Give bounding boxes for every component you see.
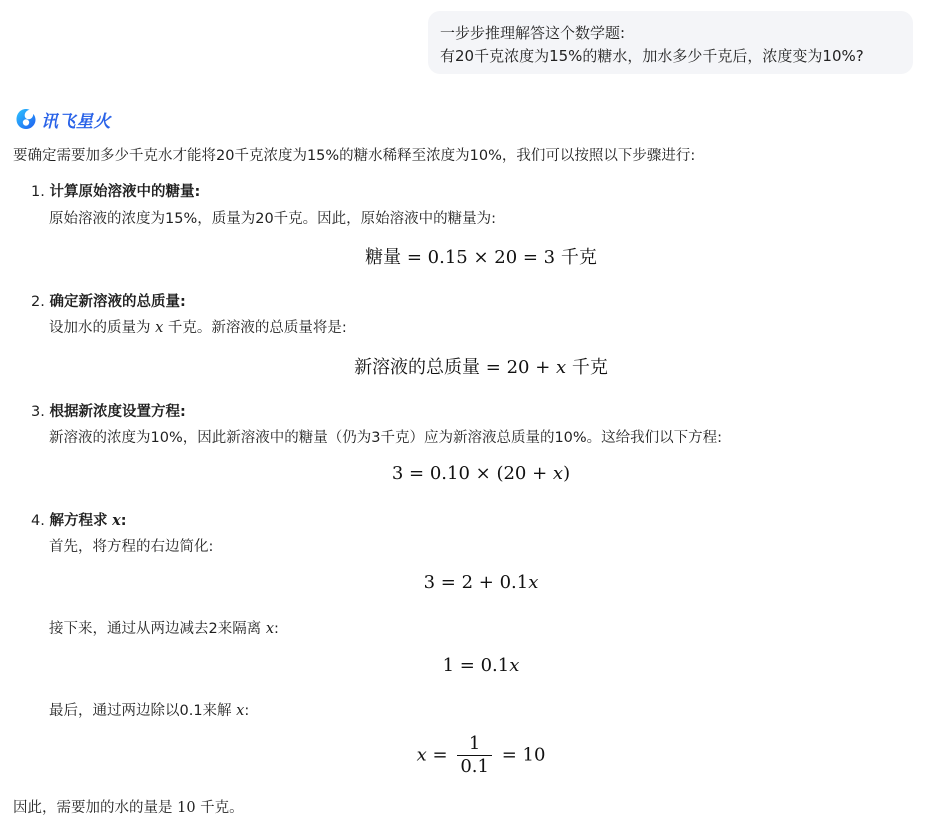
fraction bbox=[457, 733, 492, 778]
variable-x: x bbox=[155, 320, 164, 336]
variable-x: x bbox=[509, 655, 520, 676]
fraction-numerator: 1 bbox=[457, 733, 492, 756]
step-2-eq-before: 新溶液的总质量 = 20 + bbox=[354, 357, 557, 378]
user-message-line-1: 一步步推理解答这个数学题: bbox=[440, 24, 626, 42]
step-4-heading bbox=[31, 509, 127, 530]
step-2-title: 确定新溶液的总质量: bbox=[49, 294, 186, 310]
step-4-equation-1 bbox=[13, 572, 928, 593]
answer-intro: 要确定需要加多少千克水才能将20千克浓度为15%的糖水稀释至浓度为10%，我们可以按照以下步骤进行: bbox=[13, 148, 696, 164]
step-4-text-2 bbox=[49, 617, 279, 638]
step-2-equation bbox=[13, 353, 928, 379]
step-4-title-colon: : bbox=[120, 513, 127, 529]
step-1-heading bbox=[31, 180, 200, 201]
step-4-eq1-before: 3 = 2 + 0.1 bbox=[423, 572, 529, 593]
step-3-equation bbox=[13, 463, 928, 484]
step-2-text-before: 设加水的质量为 bbox=[49, 320, 151, 336]
step-4-title: 解方程求 bbox=[49, 513, 108, 529]
conclusion-value: 10 bbox=[177, 800, 196, 816]
variable-x: x bbox=[528, 572, 539, 593]
variable-x: x bbox=[552, 463, 564, 484]
step-4-eq3-result: = 10 bbox=[501, 744, 546, 766]
user-message-line-2: 有20千克浓度为15%的糖水，加水多少千克后，浓度变为10%? bbox=[440, 47, 864, 65]
step-1-title: 计算原始溶液中的糖量: bbox=[49, 184, 201, 200]
step-3-eq-before: 3 = 0.10 × (20 + bbox=[391, 463, 553, 484]
step-1-equation: 糖量 = 0.15 × 20 = 3 千克 bbox=[365, 247, 597, 268]
step-1-text: 原始溶液的浓度为15%，质量为20千克。因此，原始溶液中的糖量为: bbox=[49, 211, 497, 227]
step-4-number: 4. bbox=[31, 513, 45, 529]
variable-x: x bbox=[112, 512, 121, 529]
step-4-text3-after: : bbox=[244, 703, 250, 719]
step-4-equation-3 bbox=[13, 733, 928, 778]
variable-x: x bbox=[265, 621, 275, 637]
step-3-eq-after: ) bbox=[563, 463, 571, 484]
step-4-eq2-before: 1 = 0.1 bbox=[442, 655, 510, 676]
fraction-denominator: 0.1 bbox=[460, 756, 489, 777]
variable-x: x bbox=[416, 744, 427, 766]
step-3-title: 根据新浓度设置方程: bbox=[49, 404, 186, 420]
step-3-heading bbox=[31, 400, 186, 421]
user-message-bubble bbox=[428, 11, 913, 74]
variable-x: x bbox=[556, 357, 567, 378]
step-2-eq-after: 千克 bbox=[566, 357, 608, 378]
step-4-text2-before: 接下来，通过从两边减去2来隔离 bbox=[49, 621, 262, 637]
step-4-text2-after: : bbox=[274, 621, 279, 637]
equals-sign: = bbox=[432, 744, 448, 766]
conclusion-before: 因此，需要加的水的量是 bbox=[13, 800, 173, 816]
assistant-brand bbox=[14, 107, 111, 131]
step-2-number: 2. bbox=[31, 294, 45, 310]
answer-conclusion bbox=[13, 796, 244, 817]
variable-x: x bbox=[236, 703, 245, 719]
step-3-number: 3. bbox=[31, 404, 45, 420]
step-2-text bbox=[49, 316, 347, 337]
step-2-text-after: 千克。新溶液的总质量将是: bbox=[167, 320, 347, 336]
conclusion-after: 千克。 bbox=[200, 800, 244, 816]
brand-name: 讯飞星火 bbox=[41, 111, 111, 132]
step-3-text: 新溶液的浓度为10%，因此新溶液中的糖量（仍为3千克）应为新溶液总质量的10%。这给我们以下方程: bbox=[49, 430, 723, 446]
step-4-text-3 bbox=[49, 699, 249, 720]
step-2-heading bbox=[31, 290, 186, 311]
spark-logo-icon bbox=[14, 107, 38, 131]
step-1-number: 1. bbox=[31, 184, 45, 200]
step-4-text3-before: 最后，通过两边除以0.1来解 bbox=[49, 703, 232, 719]
step-4-equation-2 bbox=[13, 655, 928, 676]
step-4-text-1: 首先，将方程的右边简化: bbox=[49, 539, 214, 555]
